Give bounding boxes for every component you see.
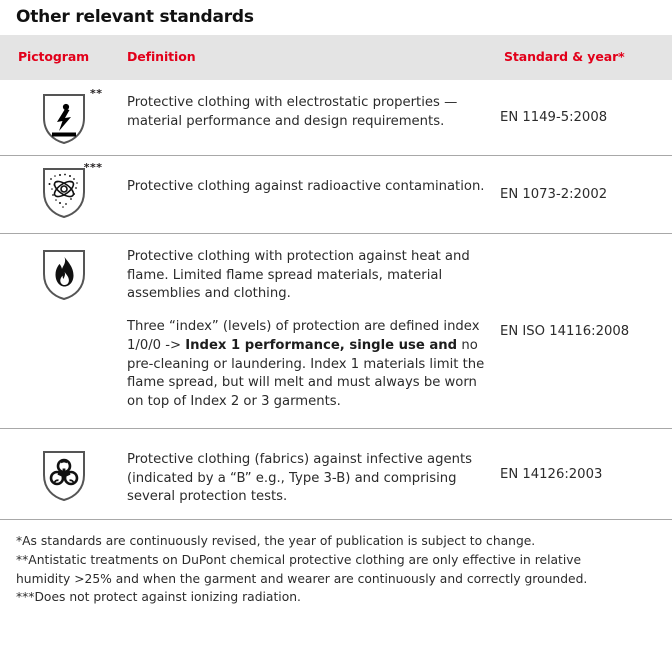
standard-cell: EN 1073-2:2002 bbox=[500, 187, 608, 202]
page-title: Other relevant standards bbox=[16, 7, 254, 27]
definition-text-secondary bbox=[127, 318, 486, 412]
table-header-row bbox=[0, 35, 672, 80]
column-header-pictogram: Pictogram bbox=[18, 49, 90, 64]
shield-electrostatic-icon bbox=[41, 92, 87, 146]
pictogram-cell bbox=[0, 156, 127, 233]
table-row bbox=[0, 156, 672, 234]
pictogram-cell bbox=[0, 234, 127, 428]
definition-text: Protective clothing with electrostatic properties — material performance and design requirements. bbox=[127, 95, 458, 129]
column-header-definition: Definition bbox=[127, 49, 196, 64]
standards-table bbox=[0, 35, 672, 520]
definition-cell bbox=[127, 429, 500, 519]
footnotes bbox=[0, 520, 672, 607]
definition-text: Protective clothing (fabrics) against infective agents (indicated by a “B” e.g., Type 3-B) and comprising several protection tests. bbox=[127, 452, 473, 505]
definition-text: Protective clothing against radioactive contamination. bbox=[127, 179, 485, 194]
footnote-line-3: humidity >25% and when the garment and wearer are continuously and correctly grounded. bbox=[16, 571, 588, 586]
table-row bbox=[0, 234, 672, 429]
table-row bbox=[0, 429, 672, 520]
pictogram-cell bbox=[0, 80, 127, 155]
standard-cell: EN 1149-5:2008 bbox=[500, 110, 608, 125]
definition-cell bbox=[127, 156, 500, 233]
footnote-line-4: ***Does not protect against ionizing radiation. bbox=[16, 590, 301, 605]
standard-cell: EN 14126:2003 bbox=[500, 466, 603, 482]
standard-cell: EN ISO 14116:2008 bbox=[500, 323, 630, 339]
shield-flame-icon bbox=[41, 248, 87, 302]
pictogram-footnote-marker: *** bbox=[83, 161, 103, 174]
footnote-line-1: *As standards are continuously revised, the year of publication is subject to change. bbox=[16, 534, 536, 549]
column-header-standard: Standard & year* bbox=[504, 49, 625, 64]
definition-text: Protective clothing with protection against heat and flame. Limited flame spread materials, material assemblies and clothing. bbox=[127, 249, 470, 302]
shield-biohazard-icon bbox=[41, 449, 87, 503]
pictogram-cell bbox=[0, 429, 127, 519]
definition-cell bbox=[127, 234, 500, 428]
definition-part-pre: Three “index” (levels) of protection are defined index 1/0/0 -> bbox=[127, 319, 480, 353]
shield-radioactive-icon bbox=[41, 166, 87, 220]
table-row bbox=[0, 80, 672, 156]
definition-part-bold: Index 1 performance, single use and bbox=[185, 337, 458, 353]
pictogram-footnote-marker: ** bbox=[89, 87, 103, 100]
footnote-line-2: **Antistatic treatments on DuPont chemical protective clothing are only effective in relative bbox=[16, 552, 582, 567]
definition-part-post: no pre-cleaning or laundering. Index 1 materials limit the flame spread, but will melt and must always be worn on top of Index 2 or 3 garments. bbox=[127, 337, 485, 410]
definition-cell bbox=[127, 80, 500, 155]
